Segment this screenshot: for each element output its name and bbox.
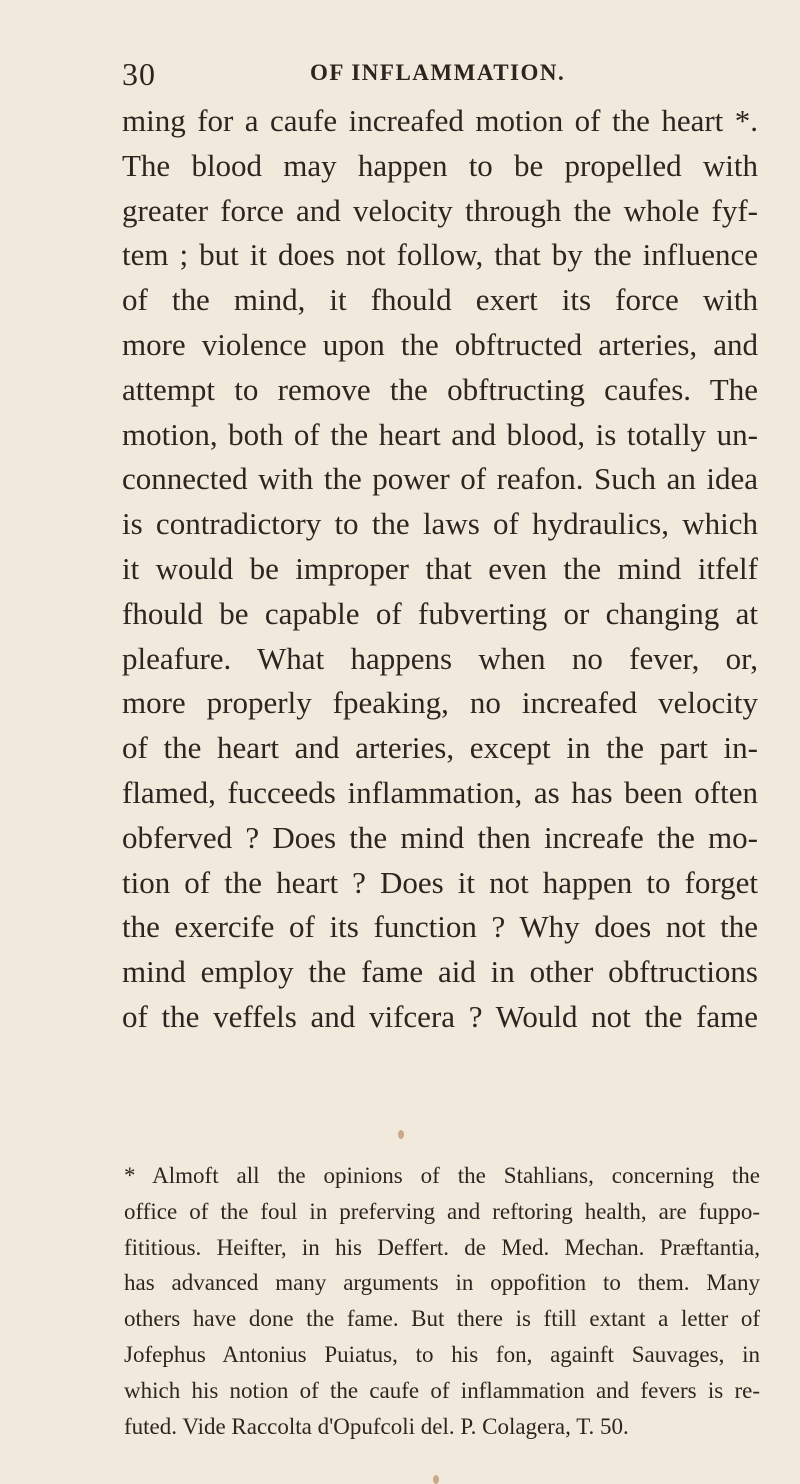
footnote-line: futed. Vide Raccolta d'Opufcoli del. P. Colagera, T. 50.	[124, 1413, 629, 1439]
footnote-line: Jofephus Antonius Puiatus, to his fon, againft Sauvages, in	[124, 1341, 760, 1367]
text-line: tion of the heart ? Does it not happen to forget	[122, 864, 758, 900]
ink-spot	[433, 1475, 439, 1484]
text-line: ming for a caufe increafed motion of the heart *.	[122, 103, 758, 138]
text-line: pleafure. What happens when no fever, or,	[122, 640, 758, 676]
text-line: more properly fpeaking, no increafed velocity	[122, 685, 758, 721]
text-line: greater force and velocity through the whole fyf-	[122, 192, 758, 228]
footnote-line: others have done the fame. But there is ftill extant a letter of	[124, 1306, 760, 1332]
text-line: fhould be capable of fubverting or changing at	[122, 595, 758, 631]
text-line: of the heart and arteries, except in the part in-	[122, 730, 758, 766]
text-line: connected with the power of reafon. Such an idea	[122, 461, 758, 497]
text-line: flamed, fucceeds inflammation, as has been often	[122, 774, 758, 810]
text-line: the exercife of its function ? Why does not the	[122, 909, 758, 945]
running-head: OF INFLAMMATION.	[310, 60, 566, 85]
text-line: attempt to remove the obftructing caufes. The	[122, 371, 758, 407]
page-number: 30	[122, 56, 156, 92]
page-header	[122, 56, 764, 96]
text-line: obferved ? Does the mind then increafe the mo-	[122, 819, 758, 855]
footnote-line: has advanced many arguments in oppofition to them. Many	[124, 1270, 760, 1296]
body-text	[122, 99, 758, 1040]
text-line: tem ; but it does not follow, that by the influence	[122, 237, 758, 273]
text-line: it would be improper that even the mind itfelf	[122, 550, 758, 586]
text-line: mind employ the fame aid in other obftructions	[122, 954, 758, 990]
text-line: is contradictory to the laws of hydraulics, which	[122, 506, 758, 542]
text-line: of the veffels and vifcera ? Would not the fame	[122, 998, 758, 1034]
text-line: motion, both of the heart and blood, is totally un-	[122, 416, 758, 452]
text-line: more violence upon the obftructed arteries, and	[122, 326, 758, 362]
text-line: The blood may happen to be propelled with	[122, 147, 758, 183]
footnote-line: office of the foul in preferving and reftoring health, are fuppo-	[124, 1198, 760, 1224]
footnote	[124, 1158, 760, 1444]
footnote-line: fititious. Heifter, in his Deffert. de Med. Mechan. Præftantia,	[124, 1234, 760, 1260]
ink-spot	[398, 1130, 404, 1139]
footnote-line: which his notion of the caufe of inflammation and fevers is re-	[124, 1377, 760, 1403]
text-line: of the mind, it fhould exert its force with	[122, 282, 758, 318]
footnote-line: * Almoft all the opinions of the Stahlians, concerning the	[124, 1163, 760, 1188]
